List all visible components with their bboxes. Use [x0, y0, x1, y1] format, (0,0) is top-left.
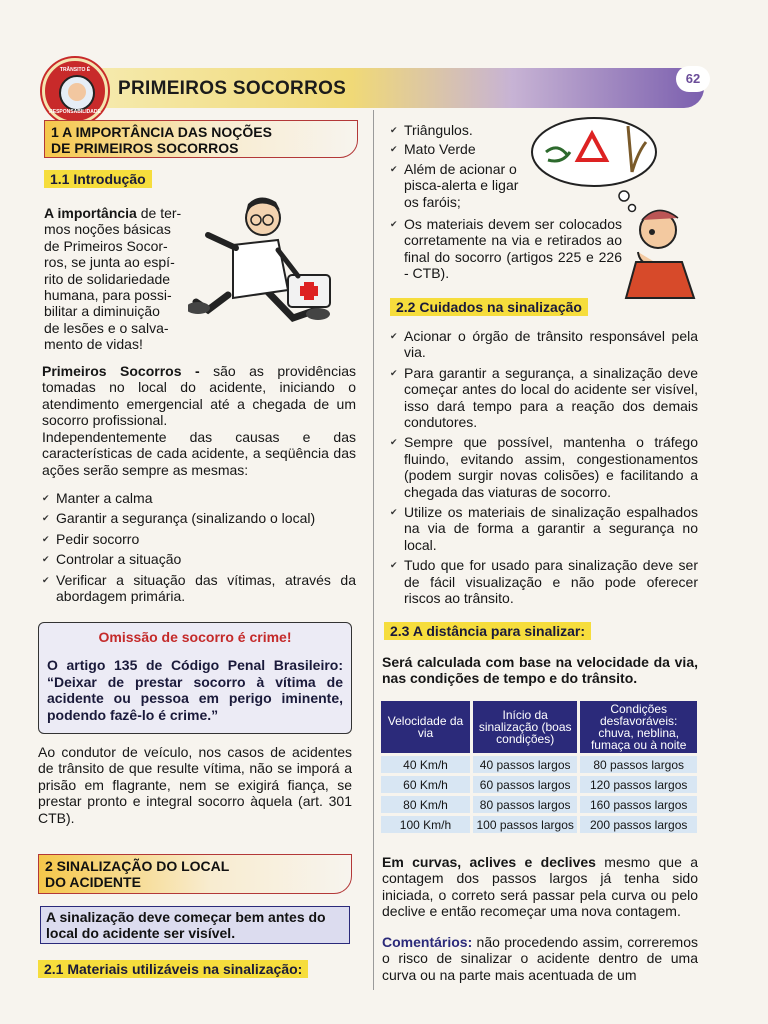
thinking-man-illustration: [528, 112, 708, 302]
section-2-heading: [38, 854, 352, 894]
column-divider: [373, 110, 374, 990]
crime-text: O artigo 135 de Código Penal Brasileiro: “Deixar de prestar socorro à vítima de acidente ou pessoa em perigo iminente, podendo fazê-lo é crime.”: [47, 657, 343, 723]
material-item: ✔ Além de acionar o pisca-alerta e ligar os faróis;: [390, 161, 530, 210]
table-row: [381, 776, 697, 793]
table-row: [381, 796, 697, 813]
intro-line-6: bilitar a diminuição: [44, 303, 160, 320]
comentarios-text: não procedendo assim, correremos o risco de sinalizar o acidente dentro de uma curva ou na parte mais acentuada de um: [382, 934, 698, 983]
intro-line-1: mos noções básicas: [44, 221, 171, 238]
intro-line-8: mento de vidas!: [44, 336, 143, 353]
care-item: ✔ Para garantir a segurança, a sinalização deve começar antes do local do acidente ser visível, isso dará tempo para a reação dos demais condutores.: [390, 365, 698, 431]
material-item: ✔ Mato Verde: [390, 141, 530, 157]
page-number: 62: [676, 66, 710, 92]
intro-line-0: de ter-: [140, 205, 182, 221]
intro-line-5: humana, para possi-: [44, 287, 172, 304]
subsection-2-1-heading: 2.1 Materiais utilizáveis na sinalização:: [38, 960, 308, 978]
table-cell: 120 passos largos: [580, 776, 697, 793]
crime-callout: [38, 622, 352, 734]
running-paramedic-illustration: [188, 190, 348, 340]
section-2-line2: DO ACIDENTE: [45, 874, 141, 890]
section-1-line2: DE PRIMEIROS SOCORROS: [51, 140, 239, 156]
table-row: [381, 756, 697, 773]
table-cell: 80 passos largos: [473, 796, 577, 813]
table-cell: 100 Km/h: [381, 816, 470, 833]
subsection-2-3-heading: 2.3 A distância para sinalizar:: [384, 622, 591, 640]
subsection-2-2-heading: 2.2 Cuidados na sinalização: [390, 298, 588, 316]
definition-text: são as providências tomadas no local do acidente, iniciando o atendimento emergencial até a chegada de um socorro profissional.: [42, 363, 356, 429]
intro-line-7: de lesões e o salva-: [44, 319, 169, 336]
comentarios-bold: Comentários:: [382, 934, 473, 950]
table-cell: 80 passos largos: [580, 756, 697, 773]
intro-bold: A importância: [44, 205, 137, 221]
independent-paragraph: Independentemente das causas e das características de cada acidente, a seqüência das ações serão sempre as mesmas:: [42, 429, 356, 478]
definition-paragraph: [42, 363, 356, 429]
care-item: ✔ Acionar o órgão de trânsito responsável pela via.: [390, 328, 698, 361]
definition-bold: Primeiros Socorros -: [42, 363, 200, 379]
intro-line-3: ros, se junta ao espí-: [44, 254, 175, 271]
logo-text-top: TRÂNSITO É: [59, 67, 91, 73]
section-1-heading: [44, 120, 358, 158]
intro-line-4: rito de solidariedade: [44, 270, 171, 287]
table-cell: 40 passos largos: [473, 756, 577, 773]
table-cell: 40 Km/h: [381, 756, 470, 773]
materials-checklist-top: [390, 122, 530, 210]
table-cell: 60 Km/h: [381, 776, 470, 793]
section-1-line1: 1 A IMPORTÂNCIA DAS NOÇÕES: [51, 124, 272, 140]
comentarios-paragraph: [382, 934, 698, 983]
table-header: Condições desfavoráveis: chuva, neblina, fumaça ou à noite: [580, 701, 697, 753]
action-item: ✔ Verificar a situação das vítimas, através da abordagem primária.: [42, 572, 356, 605]
table-cell: 160 passos largos: [580, 796, 697, 813]
care-item: ✔ Sempre que possível, mantenha o tráfego fluindo, evitando assim, congestionamentos (podem surgir novas colisões) e facilitando a chegada das viaturas de socorro.: [390, 434, 698, 500]
table-header: Início da sinalização (boas condições): [473, 701, 577, 753]
action-item: ✔ Pedir socorro: [42, 531, 356, 547]
care-item: ✔ Utilize os materiais de sinalização espalhados na via de forma a garantir a segurança no local.: [390, 504, 698, 553]
care-item: ✔ Tudo que for usado para sinalização deve ser de fácil visualização e não pode oferecer riscos ao trânsito.: [390, 557, 698, 606]
material-item: ✔ Triângulos.: [390, 122, 530, 138]
curvas-paragraph: [382, 854, 698, 920]
traffic-logo-icon: [42, 58, 108, 124]
condutor-paragraph: Ao condutor de veículo, nos casos de acidentes de trânsito de que resulte vítima, não se imporá a prisão em flagrante, nem se exigirá fiança, se prestar pronto e integral socorro àquela (art. 301 CTB).: [38, 744, 352, 826]
table-header: Velocidade da via: [381, 701, 470, 753]
subsection-1-1-heading: 1.1 Introdução: [44, 170, 152, 188]
curvas-text: mesmo que a contagem dos passos largos já tenha sido iniciada, o correto será passar pela curva ou pelo declive e então recomeçar uma nova contagem.: [382, 854, 698, 920]
action-item: ✔ Controlar a situação: [42, 551, 356, 567]
logo-text-bottom: RESPONSABILIDADE: [49, 109, 101, 115]
intro-line-2: de Primeiros Socor-: [44, 237, 168, 254]
material-item: ✔ Os materiais devem ser colocados corretamente na via e retirados ao final do socorro (artigos 225 e 226 - CTB).: [390, 216, 622, 282]
calc-paragraph: Será calculada com base na velocidade da via, nas condições de tempo e do trânsito.: [382, 654, 698, 687]
table-cell: 200 passos largos: [580, 816, 697, 833]
action-item: ✔ Garantir a segurança (sinalizando o local): [42, 510, 356, 526]
actions-checklist: [42, 490, 356, 604]
signaling-callout: A sinalização deve começar bem antes do local do acidente ser visível.: [40, 906, 350, 944]
action-item: ✔ Manter a calma: [42, 490, 356, 506]
care-checklist: [390, 328, 698, 607]
table-cell: 60 passos largos: [473, 776, 577, 793]
table-row: [381, 816, 697, 833]
table-cell: 100 passos largos: [473, 816, 577, 833]
crime-title: Omissão de socorro é crime!: [98, 629, 292, 645]
section-2-line1: 2 SINALIZAÇÃO DO LOCAL: [45, 858, 230, 874]
curvas-bold: Em curvas, aclives e declives: [382, 854, 596, 870]
table-cell: 80 Km/h: [381, 796, 470, 813]
distance-table: [378, 698, 700, 836]
page-title: PRIMEIROS SOCORROS: [118, 78, 347, 99]
